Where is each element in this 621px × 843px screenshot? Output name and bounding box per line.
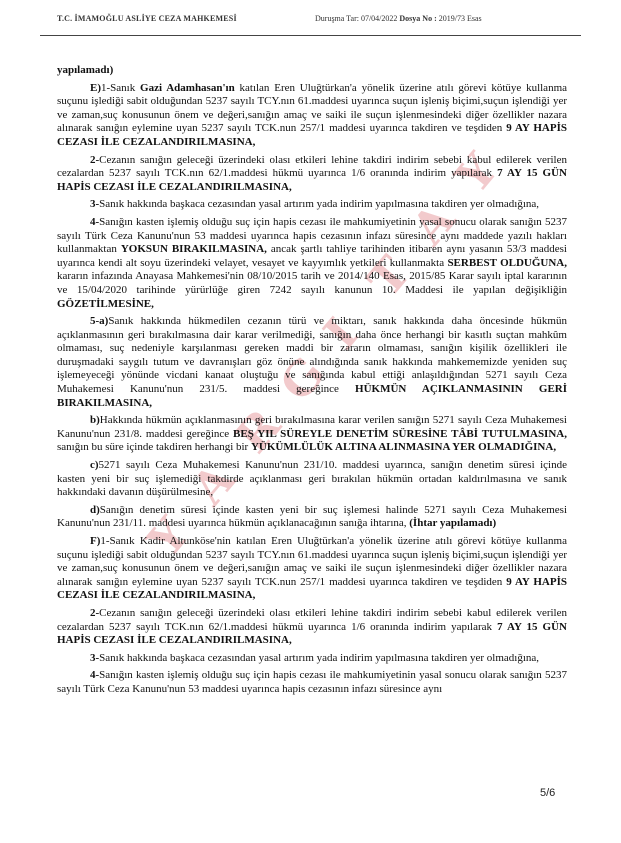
paragraph [57, 414, 567, 455]
bold-text: b) [90, 414, 100, 427]
text-run: Cezanın sanığın geleceği üzerindeki olası etkileri lehine takdiri indirim sebebi kabul edilerek verilen cezalardan 5237 sayılı TCK.nın 62/1.maddesi hükmü uyarınca 1/6 oranında indirim yapılarak [57, 153, 567, 180]
text-run: 1-Sanık [101, 81, 141, 94]
file-number: 2019/73 Esas [438, 14, 482, 23]
bold-text: yapılamadı) [57, 64, 114, 76]
text-run: ancak şartlı tahliye tarihinden itibaren aynı yasanın 53/3 maddesi uyarınca kendi alt soyu üzerindeki velayet, vesayet ve kayyımlık yetkileri kullanmakta [57, 243, 567, 269]
paragraph [57, 669, 567, 696]
paragraph [57, 154, 567, 195]
hearing-label: Duruşma Tar: [315, 14, 359, 23]
bold-text: F) [90, 535, 101, 547]
bold-text: 9 AY HAPİS CEZASI İLE CEZALANDIRILMASINA, [57, 575, 567, 602]
bold-text: 4- [90, 215, 100, 228]
bold-text: 3- [90, 651, 100, 664]
bold-text: d) [90, 503, 100, 516]
document-body [57, 64, 567, 701]
watermark-letter: Y [137, 507, 200, 568]
watermark-letter: I [313, 307, 369, 360]
paragraph [57, 198, 567, 212]
header-divider [40, 35, 581, 36]
text-run: Sanığın kasten işlemiş olduğu suç için hapis cezası ile mahkumiyetinin yasal sonucu olarak sanığın 5237 sayılı Türk Ceza Kanunu'nun 53 maddesi uyarınca hapis cezasının infazı süresince aynı maddede yazılı hakları kullanmaktan [57, 215, 567, 256]
text-run: 5271 sayılı Ceza Muhakemesi Kanunu'nun 231/10. maddesi uyarınca, sanığın denetim süresi içinde kasten yeni bir suç işlemediği takdirde açıklanması geri bırakılan hükmün ortadan kaldırılmasına ve sanık hakkındaki davanın düşürülmesine, [57, 459, 567, 499]
watermark-letter: Y [445, 143, 508, 204]
watermark-letter: R [225, 399, 292, 464]
bold-text: 2- [90, 606, 100, 619]
bold-text: c) [90, 459, 99, 472]
bold-text: (İhtar yapılamadı) [409, 517, 497, 530]
watermark-letter: A [401, 193, 466, 256]
file-label: Dosya No : [399, 14, 437, 23]
text-run: kararın infazında Anayasa Mahkemesi'nin 08/10/2015 tarih ve 2014/140 Esas, 2015/85 Karar sayılı iptal kararının ve 15/04/2020 tarihinde yürürlüğe giren 7242 sayılı kanunun 10. Maddesi ile yapılan değişikliğin [57, 270, 567, 296]
paragraph [57, 535, 567, 603]
paragraph [57, 216, 567, 311]
paragraph [57, 315, 567, 410]
text-run: Sanık hakkında başkaca cezasından yasal artırım yada indirim yapılmasına takdiren yer olmadığına, [99, 198, 540, 211]
bold-text: BEŞ YIL SÜREYLE DENETİM SÜRESİNE TÂBİ TUTULMASINA, [233, 427, 567, 440]
text-run: 1-Sanık Kadir Altunköse'nin katılan Eren Uluğtürkan'a yönelik üzerine atılı görevi kötüye kullanma suçunu işlediği sabit olduğundan 5237 sayılı TCY.nın 61.maddesi uyarınca suçun işleniş biçimi,suçun işlendiği yer ve zaman,suç konusunun önem ve değeri,sanığın amaç ve saiki ile suçun işlenmesindeki diğer özellikler nazara alınarak sanığın eylemine uyan 5237 sayılı TCK.nun 257/1 maddesi uyarınca takdiren ve teşdiden [57, 535, 567, 588]
text-run: Hakkında hükmün açıklanmasının geri bırakılmasına karar verilen sanığın 5271 sayılı Ceza Muhakemesi Kanunu'nun 231/8. maddesi gereğince [57, 414, 567, 440]
bold-text: 4- [90, 669, 100, 682]
bold-text: 9 AY HAPİS CEZASI İLE CEZALANDIRILMASINA, [57, 122, 567, 148]
bold-text: GÖZETİLMESİNE, [57, 297, 154, 310]
text-run: Sanık hakkında hükmedilen cezanın türü ve miktarı, sanık hakkında daha öncesinde hükmün açıklanmasının geri bırakılmasına dair karar verilmediği, sanığın daha önce herhangi bir kasıtlı suçtan mahkûm olmaması, suç nedeniyle karşılanması gereken maddi bir zararın olmaması, sanığın kişilik özellikleri ile duruşmadaki saygılı tutum ve davranışları göz önüne alındığında sanık hakkında mahkememizde yeniden suç işlemeyeceği yönünde vicdani kanaat oluştuğu ve sanığında kabul ettiği anlaşıldığından 5271 sayılı Ceza Muhakemesi Kanunu'nun 231/5. maddesi gereğince [57, 315, 567, 396]
paragraph [57, 607, 567, 648]
bold-text: Gazi Adamhasan'ın [140, 81, 235, 94]
case-meta [315, 14, 482, 23]
court-name: T.C. İMAMOĞLU ASLİYE CEZA MAHKEMESİ [57, 14, 237, 23]
bold-text: 7 AY 15 GÜN HAPİS CEZASI İLE CEZALANDIRILMASINA, [57, 167, 567, 193]
watermark-letter: T [357, 246, 421, 308]
paragraph [57, 504, 567, 531]
bold-text: 3- [90, 198, 100, 211]
paragraph [57, 64, 567, 78]
bold-text: YÜKÜMLÜLÜK ALTINA ALINMASINA YER OLMADIĞINA, [250, 441, 557, 454]
text-run: Sanığın denetim süresi içinde kasten yeni bir suç işlemesi halinde 5271 sayılı Ceza Muhakemesi Kanunu'nun 231/11. maddesi uyarınca hükmün açıklanacağının sanığa ihtarına, [57, 503, 567, 530]
text-run: Sanık hakkında başkaca cezasından yasal artırım yada indirim yapılmasına takdiren yer olmadığına, [99, 651, 540, 664]
text-run: Cezanın sanığın geleceği üzerindeki olası etkileri lehine takdiri indirim sebebi kabul edilerek verilen cezalardan 5237 sayılı TCK.nın 62/1.maddesi hükmü uyarınca 1/6 oranında indirim yapılarak [57, 606, 567, 633]
hearing-date: 07/04/2022 [360, 14, 398, 23]
watermark-letter: G [269, 346, 336, 412]
bold-text: E) [90, 81, 101, 94]
text-run: sanığın bu süre içinde takdiren herhangi bir [57, 441, 251, 454]
paragraph [57, 652, 567, 666]
text-run: Sanığın kasten işlemiş olduğu suç için hapis cezası ile mahkumiyetinin yasal sonucu olarak sanığın 5237 sayılı Türk Ceza Kanunu'nun 53 maddesi uyarınca hapis cezasının infazı süresince aynı [57, 669, 567, 695]
text-run: katılan Eren Uluğtürkan'a yönelik üzerine atılı görevi kötüye kullanma suçunu işlediği sabit olduğundan 5237 sayılı TCY.nın 61.maddesi uyarınca suçun işleniş biçimi,suçun işlendiği yer ve zaman,suç konusunun önem ve değeri,sanığın amaç ve saiki ile suçun işlenmesindeki diğer özellikler nazara alınarak sanığın eylemine uyan 5237 sayılı TCK.nun 257/1 maddesi uyarınca takdiren ve teşdiden [57, 81, 568, 135]
bold-text: 2- [90, 153, 100, 166]
page-header [57, 14, 567, 28]
bold-text: SERBEST OLDUĞUNA, [447, 256, 567, 269]
paragraph [57, 459, 567, 500]
page-number: 5/6 [540, 787, 556, 799]
bold-text: 7 AY 15 GÜN HAPİS CEZASI İLE CEZALANDIRILMASINA, [57, 620, 567, 647]
paragraph [57, 82, 567, 150]
watermark-letter: A [181, 453, 246, 516]
bold-text: 5-a) [90, 315, 109, 328]
bold-text: HÜKMÜN AÇIKLANMASININ GERİ BIRAKILMASINA, [57, 383, 568, 409]
bold-text: YOKSUN BIRAKILMASINA, [120, 243, 267, 256]
